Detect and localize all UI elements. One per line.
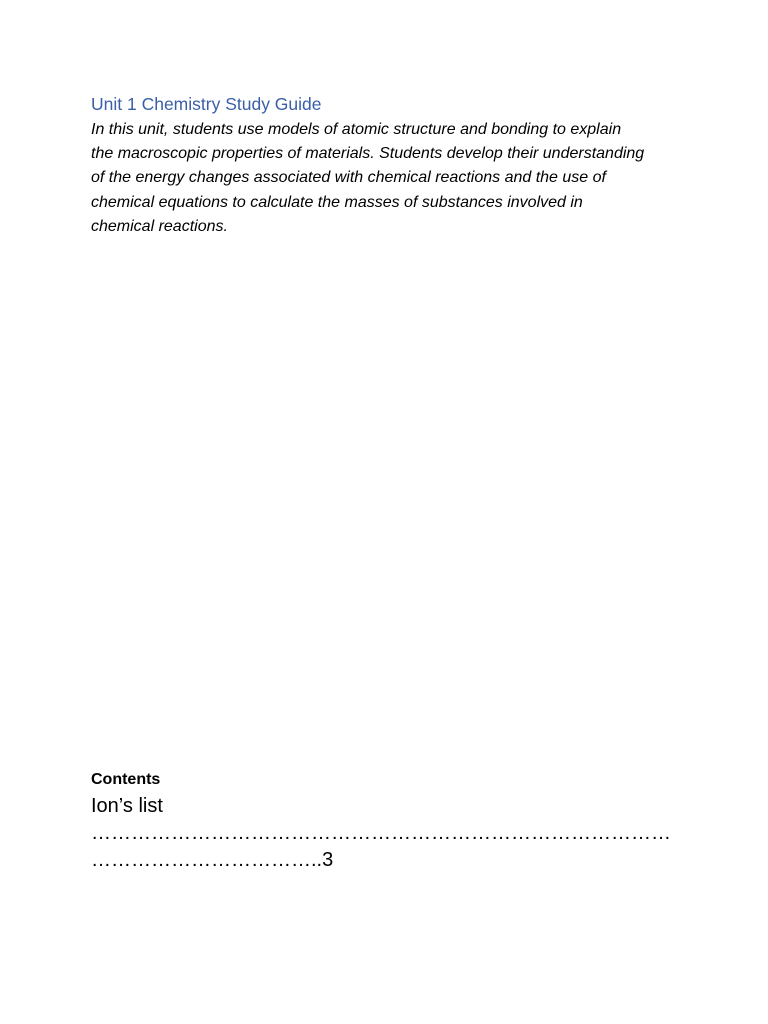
intro-line: chemical reactions. [91, 217, 228, 235]
document-title: Unit 1 Chemistry Study Guide [91, 94, 322, 114]
intro-line: In this unit, students use models of atomic structure and bonding to explain [91, 121, 622, 138]
contents-heading: Contents [91, 771, 161, 788]
intro-line: chemical equations to calculate the masses of substances involved in [91, 193, 583, 211]
toc-entry-page-number[interactable]: ……………………………..3 [91, 849, 334, 871]
toc-entry[interactable] [91, 792, 691, 874]
intro-line: of the energy changes associated with chemical reactions and the use of [91, 169, 606, 187]
toc-entry-leader: …………………………………………………………………………… [91, 822, 671, 844]
table-of-contents [91, 792, 691, 874]
intro-paragraph [91, 118, 691, 239]
toc-entry-title[interactable]: Ion’s list [91, 795, 163, 817]
intro-line: the macroscopic properties of materials. Students develop their understanding [91, 145, 645, 163]
